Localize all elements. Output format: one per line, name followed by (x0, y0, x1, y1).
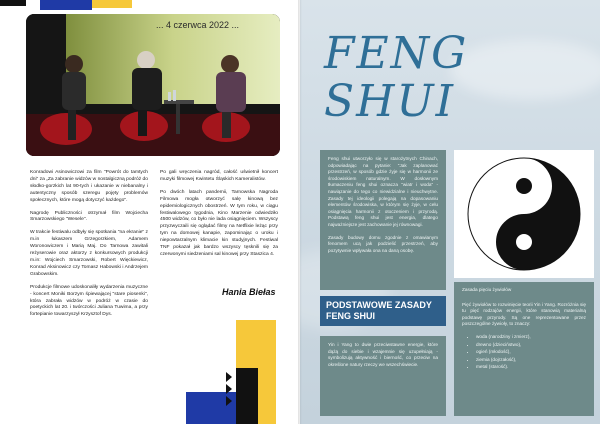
article-paragraph: Nagrodę Publiczności otrzymał film Wojciecha Smarzowskiego "Wesele". (30, 210, 148, 223)
decor-blue-block (40, 0, 92, 10)
list-item: • ziemia (dojrzałość), (476, 357, 586, 364)
page-title (324, 30, 468, 126)
article-paragraph: W trakcie festiwalu odbyły się spotkania "na ekranie" z m.in łukaszem Grzegorzkiem, Adamem Woronowiczem i Marią Maj. Do Tarnowa zawitali reżyserowie oraz aktorzy z konkursowych produkcji m.in: Wojciech Smarzowski, Robert Więckiewicz, Konrad Aksinowicz czy Tomasz Habowski i Andrzejem Grabowskim. (30, 230, 148, 277)
intro-paragraph: Zasady budowy domu zgodnie z omawianym fenomem ucą jak podzielić przestrzeń, aby pozytywnie wpływała ona na daną osobę. (328, 234, 438, 253)
five-elements-box (454, 282, 594, 416)
background-brush (450, 40, 600, 100)
article-paragraph: Po gali wręczenia nagród, całość uświetnił koncert muzyki filmowej Kwintetu Śląskich Kameralistów. (160, 170, 278, 182)
article-paragraph: Po dwóch latach pandemii, Tarnowska Nagroda Filmowa mogła otworzyć salę kinową bez epidemiologicznych obostrzeń. W tym roku, w ciągu festiwalowego tygodnia, Kino Marzenie odwiedziło 4500 widzów, co było nie lada osiągnięciem. Wszyscy przyzwyczaili się oglądać filmy na Netflixie leżąc przy tym na domowej kanapie, zapominając o uroku i niepowtarzalnym klimacie kin studyjnych. Festiwal TNF pokazał jak bardzo wszyscy tęsknili się za czerwonymi siedzeniami sal kinowej przy Staszica 4. (160, 189, 278, 257)
page-binding-shadow (298, 0, 302, 424)
list-item: • drewno (dzieciństwo), (476, 342, 586, 349)
section-heading: PODSTAWOWE ZASADY FENG SHUI (320, 296, 446, 326)
decor-triangle (226, 384, 232, 394)
article-paragraph: Produkcje filmowe udoskonaliły wydarzenia muzyczne - koncert Moniki Borzym śpiewającej "stare piosenki", która zabrała widzów w podróż w czasie do poetyckich lat 20. i twórczości Juliana Tuwima, a przy fortepianie towarzyszył Krzysztof Dys. (30, 284, 148, 318)
list-item: • woda (narodziny i zmierz), (476, 334, 586, 341)
five-elements-heading: Zasada pięciu żywiołów (462, 287, 512, 292)
right-page (300, 0, 600, 424)
yin-yang-icon (454, 150, 594, 278)
stage-photo-illustration (26, 14, 280, 156)
article-column-1 (30, 170, 148, 325)
intro-paragraph: Feng shui utworzyło się w starożytnych Chinach, odpowiadając na pytanie: "Jak zaplanować przestrzeń, w sposób gdzie żyje się w harmonii ze środowiskiem naturalnym. W dosłownym tłumaczeniu feng shui oznacza "wiatr i woda" - nawiązanie do tego co niewidzialne i nieuchwytne. Zasady tej ideologii polegają na dopasowaniu elementów środowiska, w którym się żyje, w celu osiągnięcia harmonii z otoczeniem i przyrodą. Podstawą feng shui jest energia, dlatego najważniejsze jest zachowanie jej równowagi. (328, 156, 438, 227)
article-paragraph: Konradowi Asinowiczowi za film "Powrót do tamtych dni" za „Za zabranie widzów w nostalgiczną podróż do słodko-gorzkich lat 90-tych i ukazanie w niebanalny i autentyczny sposób szeregu pojęty problemów społecznych, które mogą dotyczyć każdego". (30, 170, 148, 203)
five-elements-text: Pięć żywiołów to rozwinięcie teorii Yin i Yang. Rozróżnia się tu pięć rodzajów energii, które stanowią materialną podstawę przyrody. Są one reprezentowane przez poszczególne żywioły, to znaczy: (462, 301, 586, 327)
article-author: Hania Biełas (222, 287, 276, 297)
festival-photo (26, 14, 280, 156)
list-item: • metal (starość). (476, 364, 586, 371)
title-line-1: FENG (324, 28, 469, 79)
decor-triangle (226, 396, 232, 406)
yin-yang-text: Yin i Yang to dwie przeciwstawne energie, które dążą do siebie i wzajemnie się uzupełniają - symbolizują aktywność i bierność, co przeciw na określone natury rzeczy we wszechświecie. (328, 342, 438, 367)
five-elements-list (462, 334, 586, 371)
yin-yang-symbol (454, 150, 594, 278)
intro-box (320, 150, 446, 290)
decor-yellow-block (92, 0, 132, 8)
decor-black-block (0, 0, 26, 6)
decor-black-block (236, 368, 258, 424)
list-item: • ogień (młodość), (476, 349, 586, 356)
photo-banner-text: ... 4 czerwca 2022 ... (156, 20, 240, 30)
decor-triangle (226, 372, 232, 382)
article-column-2 (160, 170, 278, 265)
title-line-2: SHUI (324, 76, 455, 127)
yin-yang-box (320, 336, 446, 416)
